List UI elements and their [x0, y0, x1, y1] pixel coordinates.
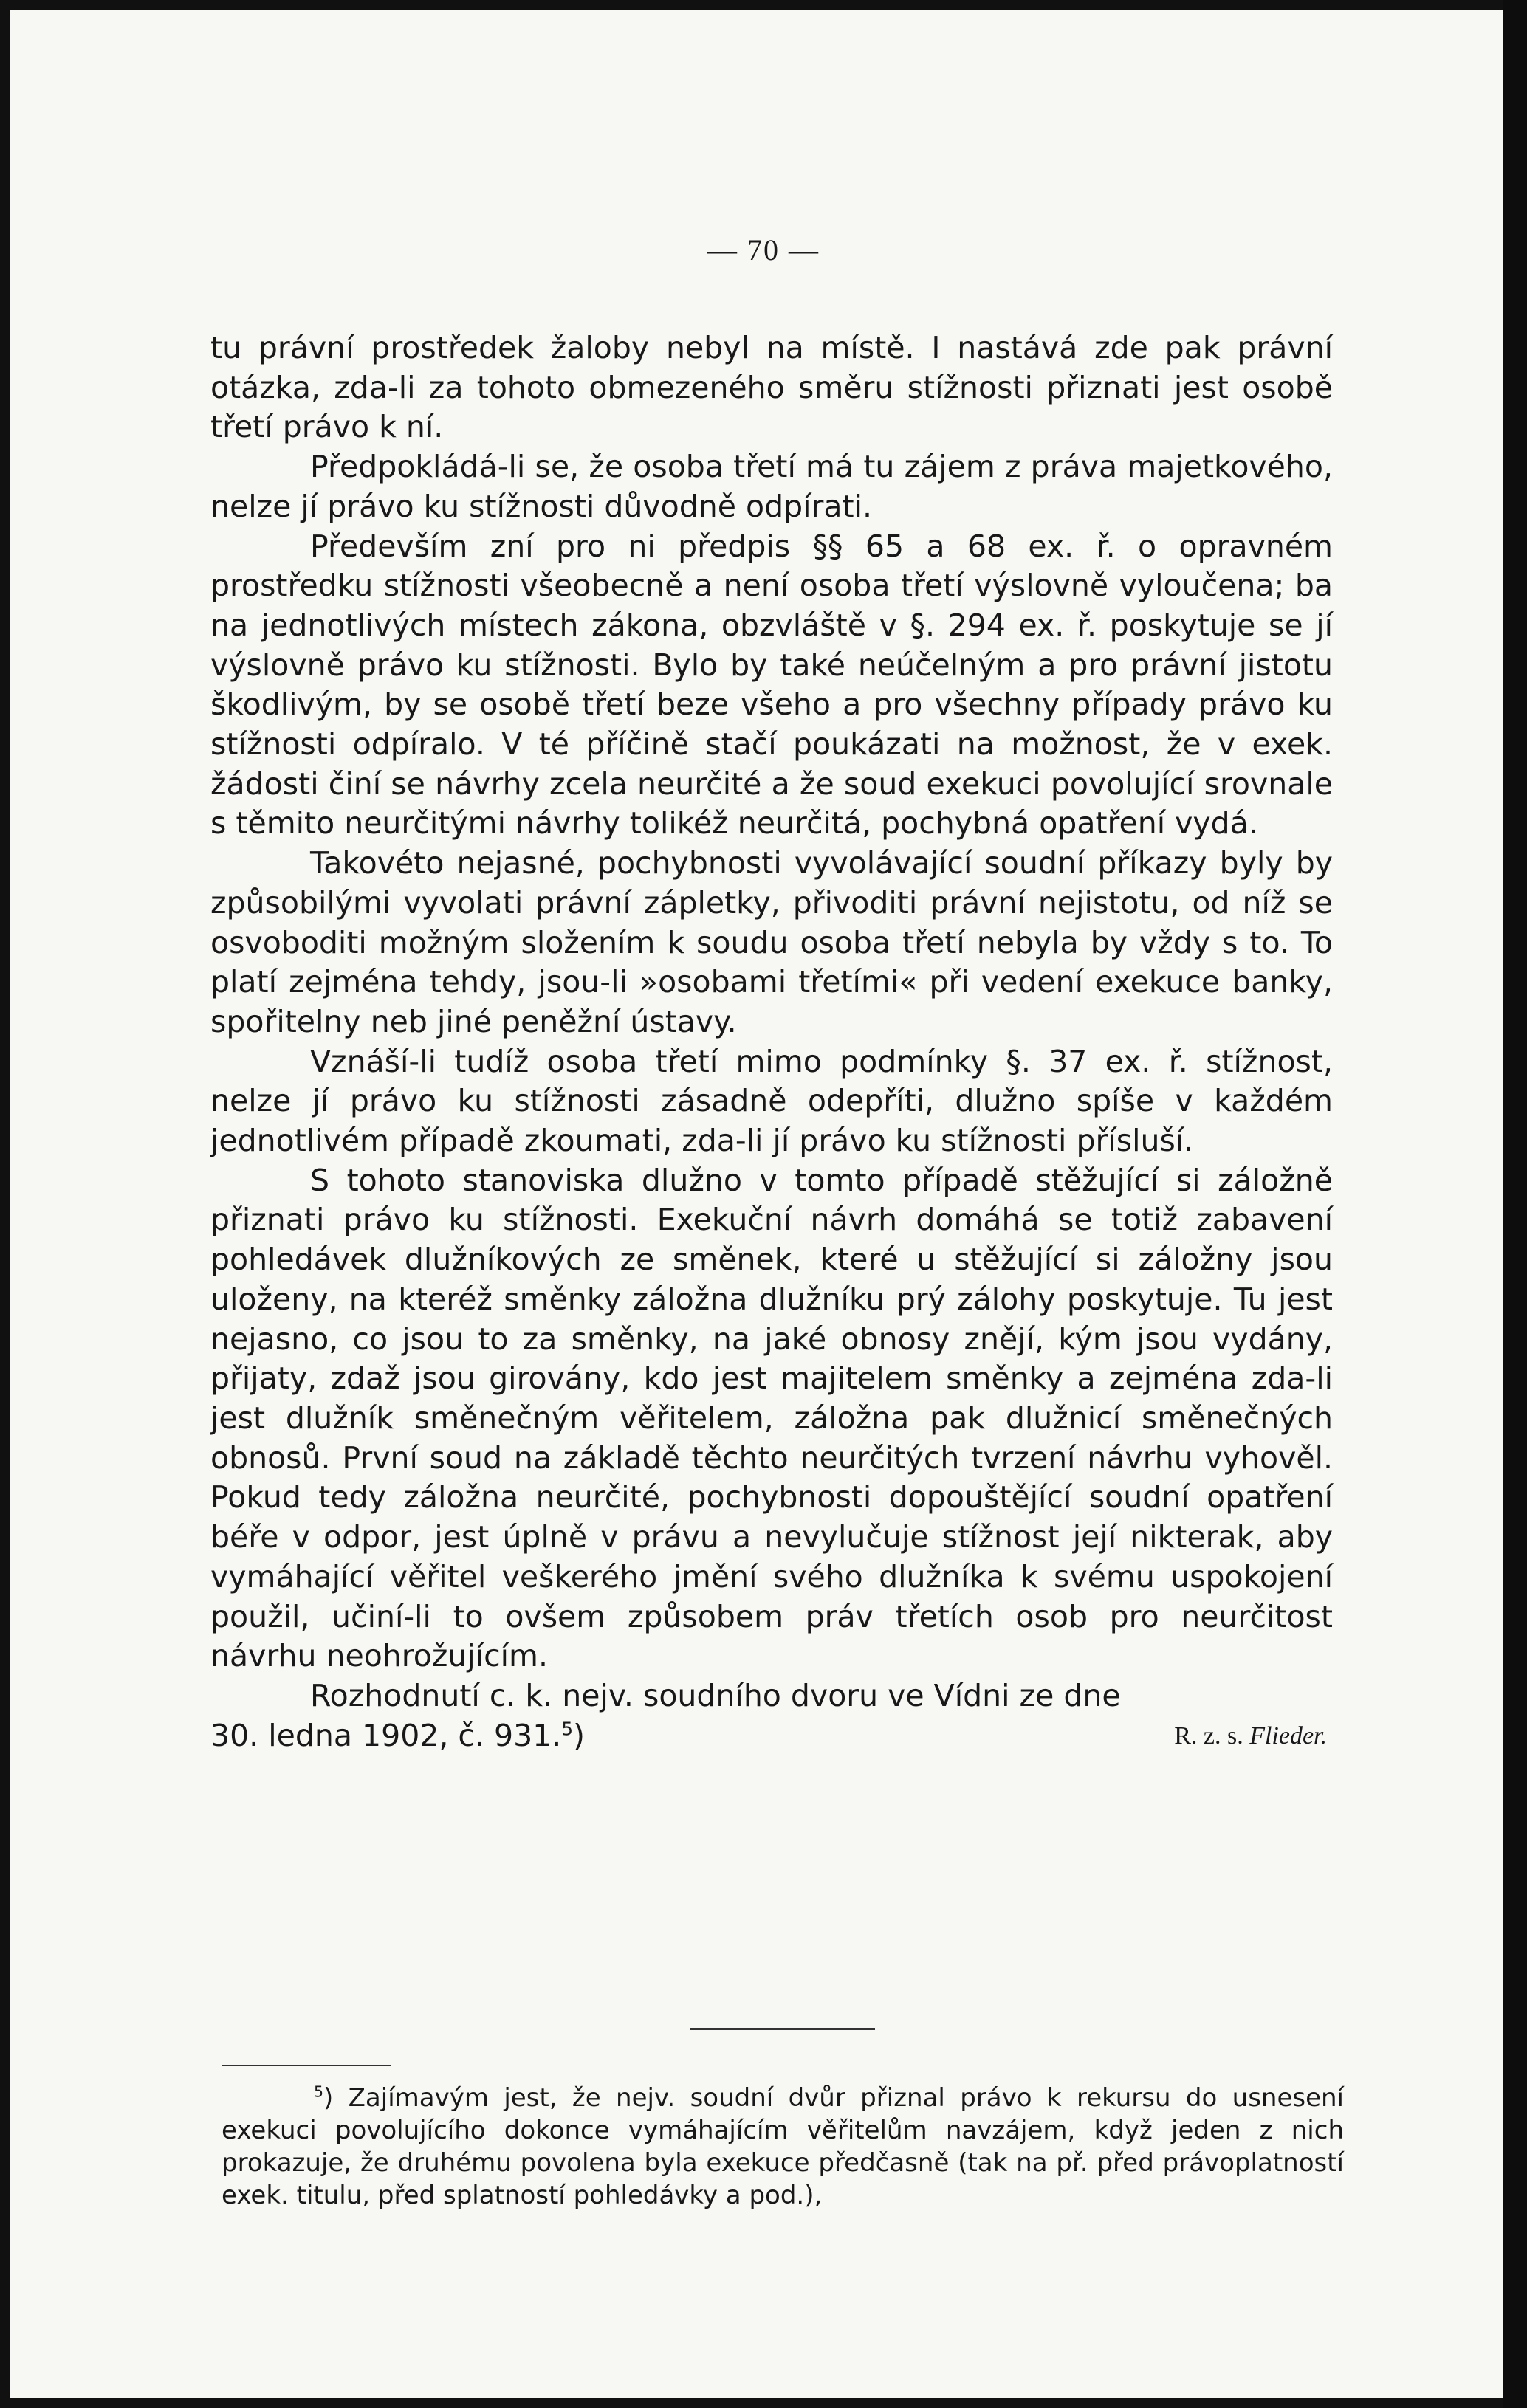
footnote-mark: 5 — [314, 2082, 323, 2101]
body-text — [210, 328, 1333, 1755]
binding-edge — [1503, 0, 1527, 2408]
section-divider — [690, 2028, 875, 2030]
paragraph: Především zní pro ni předpis §§ 65 a 68 ex. ř. o opravném prostředku stížnosti všeobecně a není osoba třetí výslovně vyloučena; ba na jednotlivých místech zákona, obzvláště v §. 294 ex. ř. poskytuje se jí výslovně právo ku stížnosti. Bylo by také neúčelným a pro právní jistotu škodlivým, by se osobě třetí beze všeho a pro všechny případy právo ku stížnosti odpíralo. V té příčině stačí poukázati na možnost, že v exek. žádosti činí se návrhy zcela neurčité a že soud exekuci povolující srovnale s těmito neurčitými návrhy tolikéž neurčitá, pochybná opatření vydá. — [210, 528, 1333, 842]
footnote-divider — [222, 2065, 391, 2066]
paragraph: S tohoto stanoviska dlužno v tomto případě stěžující si záložně přiznati právo ku stížnosti. Exekuční návrh domáhá se totiž zabavení pohledávek dlužníkových ze směnek, které u stěžující si záložny jsou uloženy, na kteréž směnky záložna dlužníku prý zálohy poskytuje. Tu jest nejasno, co jsou to za směnky, na jaké obnosy znějí, kým jsou vydány, přijaty, zdaž jsou girovány, kdo jest majitelem směnky a zejména zda-li jest dlužník směnečným věřitelem, záložna pak dlužnicí směnečných obnosů. První soud na základě těchto neurčitých tvrzení návrhu vyhověl. Pokud tedy záložna neurčité, pochybnosti dopouštějící soudní opatření béře v odpor, jest úplně v právu a nevylučuje stížnost její nikterak, aby vymáhající věřitel veškerého jmění svého dlužníka k svému uspokojení použil, učiní-li to ovšem způsobem práv třetích osob pro neurčitost návrhu neohrožujícím. — [210, 1162, 1333, 1674]
paragraph: Vznáší-li tudíž osoba třetí mimo podmínky §. 37 ex. ř. stížnost, nelze jí právo ku stížnosti zásadně odepříti, dlužno spíše v každém jednotlivém případě zkoumati, zda-li jí právo ku stížnosti přísluší. — [210, 1043, 1333, 1159]
page-number: — 70 — — [707, 233, 820, 266]
decision-date: 30. ledna 1902, č. 931.$^5$) — [210, 1717, 585, 1753]
footnote-reference: 5 — [561, 1717, 573, 1739]
paragraph: Takovéto nejasné, pochybnosti vyvolávající soudní příkazy byly by způsobilými vyvolati právní zápletky, přivoditi právní nejistotu, od níž se osvoboditi možným složením k soudu osoba třetí nebyla by vždy s to. To platí zejména tehdy, jsou-li »osobami třetími« při vedení exekuce banky, spořitelny neb jiné peněžní ústavy. — [210, 845, 1333, 1039]
footnote: $^5$) Zajímavým jest, že nejv. soudní dvůr přiznal právo k rekursu do usnesení exekuci povolujícího dokonce vymáhajícím věřitelům navzájem, když jeden z nich prokazuje, že druhému povolena byla exekuce předčasně (tak na př. před právoplatností exek. titulu, před splatností pohledávky a pod.), — [222, 2082, 1345, 2210]
signature: R. z. s. Flieder. — [1174, 1721, 1327, 1750]
paragraph: tu právní prostředek žaloby nebyl na místě. I nastává zde pak právní otázka, zda-li za tohoto obmezeného směru stížnosti přiznati jest osobě třetí právo k ní. — [210, 330, 1333, 445]
decision-line — [210, 1716, 1333, 1756]
signature-name: Flieder. — [1249, 1721, 1327, 1750]
footnote-text: Zajímavým jest, že nejv. soudní dvůr přiznal právo k rekursu do usnesení exekuci povolujícího dokonce vymáhajícím věřitelům navzájem, když jeden z nich prokazuje, že druhému povolena byla exekuce předčasně (tak na př. před právoplatností exek. titulu, před splatností pohledávky a pod.), — [222, 2083, 1345, 2210]
paragraph: Předpokládá-li se, že osoba třetí má tu zájem z práva majetkového, nelze jí právo ku stížnosti důvodně odpírati. — [210, 449, 1333, 524]
paragraph: Rozhodnutí c. k. nejv. soudního dvoru ve Vídni ze dne — [310, 1677, 1121, 1713]
